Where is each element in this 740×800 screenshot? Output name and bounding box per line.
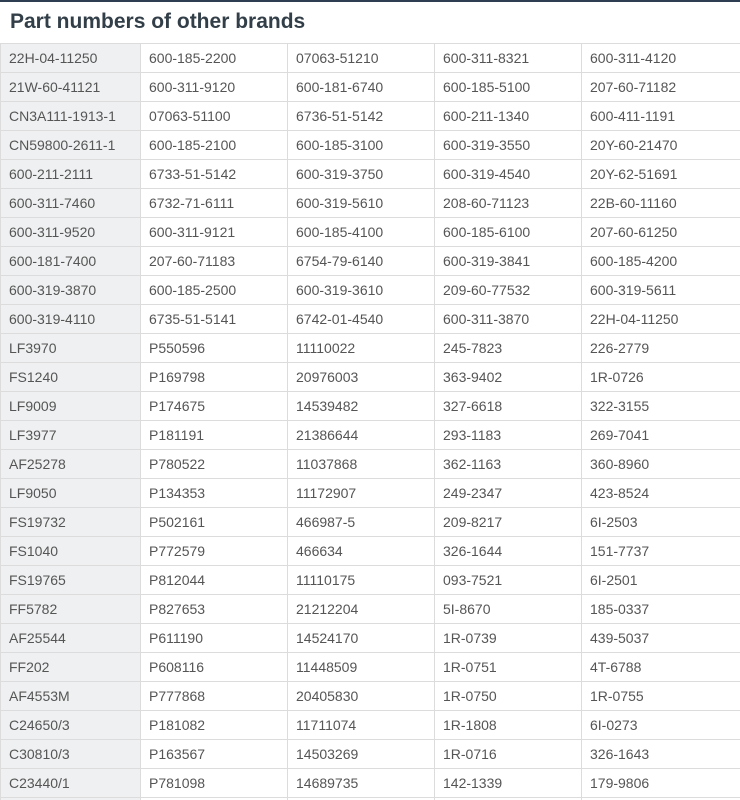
part-number-cell: 6I-2501 — [582, 566, 740, 595]
part-number-cell: 360-8960 — [582, 450, 740, 479]
part-number-cell: 11110175 — [288, 566, 435, 595]
part-number-cell: P608116 — [141, 653, 288, 682]
part-number-cell: LF9050 — [1, 479, 141, 508]
page-title: Part numbers of other brands — [10, 10, 306, 33]
part-number-cell: 1R-1808 — [435, 711, 582, 740]
part-number-cell: 07063-51100 — [141, 102, 288, 131]
part-number-cell: 1R-0726 — [582, 363, 740, 392]
table-row — [1, 740, 740, 769]
table-row — [1, 247, 740, 276]
table-row — [1, 421, 740, 450]
part-number-cell: 1R-0755 — [582, 682, 740, 711]
part-number-cell: C23440/1 — [1, 769, 141, 798]
part-number-cell: 466987-5 — [288, 508, 435, 537]
part-number-cell: 1R-0750 — [435, 682, 582, 711]
part-number-cell: 11037868 — [288, 450, 435, 479]
part-number-cell: 6736-51-5142 — [288, 102, 435, 131]
part-number-cell: 22H-04-11250 — [582, 305, 740, 334]
part-number-cell: 20Y-62-51691 — [582, 160, 740, 189]
part-number-cell: 185-0337 — [582, 595, 740, 624]
table-row — [1, 479, 740, 508]
part-number-cell: LF9009 — [1, 392, 141, 421]
part-number-cell: AF4553M — [1, 682, 141, 711]
part-number-cell: 11110022 — [288, 334, 435, 363]
part-number-cell: 226-2779 — [582, 334, 740, 363]
table-row — [1, 73, 740, 102]
part-number-cell: 600-319-4540 — [435, 160, 582, 189]
part-number-cell: 327-6618 — [435, 392, 582, 421]
part-number-cell: P134353 — [141, 479, 288, 508]
part-number-cell: P611190 — [141, 624, 288, 653]
table-row — [1, 363, 740, 392]
part-number-cell: AF25544 — [1, 624, 141, 653]
part-number-cell: 600-181-7400 — [1, 247, 141, 276]
part-number-cell: 6732-71-6111 — [141, 189, 288, 218]
part-number-cell: 293-1183 — [435, 421, 582, 450]
part-number-cell: 249-2347 — [435, 479, 582, 508]
table-row — [1, 392, 740, 421]
part-number-cell: 600-211-1340 — [435, 102, 582, 131]
table-row — [1, 305, 740, 334]
part-number-cell: 22H-04-11250 — [1, 44, 141, 73]
table-row — [1, 334, 740, 363]
part-number-cell: 466634 — [288, 537, 435, 566]
part-number-cell: P550596 — [141, 334, 288, 363]
part-number-cell: LF3977 — [1, 421, 141, 450]
part-number-cell: 600-319-5610 — [288, 189, 435, 218]
part-number-cell: 600-411-1191 — [582, 102, 740, 131]
part-number-cell: 11711074 — [288, 711, 435, 740]
part-number-cell: P780522 — [141, 450, 288, 479]
part-number-cell: 600-211-2111 — [1, 160, 141, 189]
table-row — [1, 653, 740, 682]
table-row — [1, 44, 740, 73]
part-number-cell: P812044 — [141, 566, 288, 595]
part-number-cell: 600-185-3100 — [288, 131, 435, 160]
part-number-cell: 22B-60-11160 — [582, 189, 740, 218]
part-number-cell: 326-1644 — [435, 537, 582, 566]
part-number-cell: 14524170 — [288, 624, 435, 653]
table-row — [1, 711, 740, 740]
table-row — [1, 102, 740, 131]
part-number-cell: 600-311-9120 — [141, 73, 288, 102]
table-row — [1, 682, 740, 711]
part-number-cell: 20405830 — [288, 682, 435, 711]
part-number-cell: FS19765 — [1, 566, 141, 595]
part-number-cell: 1R-0751 — [435, 653, 582, 682]
table-row — [1, 595, 740, 624]
part-number-cell: 6742-01-4540 — [288, 305, 435, 334]
part-number-cell: 6735-51-5141 — [141, 305, 288, 334]
part-number-cell: 142-1339 — [435, 769, 582, 798]
table-row — [1, 450, 740, 479]
table-row — [1, 537, 740, 566]
part-number-cell: 363-9402 — [435, 363, 582, 392]
part-number-cell: 11172907 — [288, 479, 435, 508]
part-number-cell: 209-8217 — [435, 508, 582, 537]
part-number-cell: LF3970 — [1, 334, 141, 363]
part-number-cell: 4T-6788 — [582, 653, 740, 682]
part-number-cell: 21386644 — [288, 421, 435, 450]
part-number-cell: CN3A111-1913-1 — [1, 102, 141, 131]
table-row — [1, 131, 740, 160]
part-number-cell: FF5782 — [1, 595, 141, 624]
table-row — [1, 189, 740, 218]
part-number-cell: 362-1163 — [435, 450, 582, 479]
part-number-cell: 423-8524 — [582, 479, 740, 508]
table-row — [1, 276, 740, 305]
part-number-cell: 6I-0273 — [582, 711, 740, 740]
part-number-cell: FS1240 — [1, 363, 141, 392]
part-number-cell: P827653 — [141, 595, 288, 624]
part-number-cell: 600-311-9520 — [1, 218, 141, 247]
part-number-cell: 20976003 — [288, 363, 435, 392]
part-number-cell: 21W-60-41121 — [1, 73, 141, 102]
part-numbers-table — [0, 43, 740, 800]
part-number-cell: 600-181-6740 — [288, 73, 435, 102]
part-number-cell: 600-185-2100 — [141, 131, 288, 160]
part-number-cell: 600-311-7460 — [1, 189, 141, 218]
part-number-cell: 209-60-77532 — [435, 276, 582, 305]
part-number-cell: 151-7737 — [582, 537, 740, 566]
part-number-cell: 1R-0716 — [435, 740, 582, 769]
part-number-cell: 245-7823 — [435, 334, 582, 363]
part-number-cell: 07063-51210 — [288, 44, 435, 73]
part-numbers-table-body — [1, 44, 740, 800]
part-number-cell: 600-185-2200 — [141, 44, 288, 73]
part-number-cell: 600-319-3870 — [1, 276, 141, 305]
part-number-cell: 14689735 — [288, 769, 435, 798]
part-number-cell: 600-311-4120 — [582, 44, 740, 73]
part-number-cell: 600-319-3550 — [435, 131, 582, 160]
part-number-cell: 600-185-6100 — [435, 218, 582, 247]
part-number-cell: P772579 — [141, 537, 288, 566]
part-number-cell: 1R-0739 — [435, 624, 582, 653]
part-number-cell: 207-60-71183 — [141, 247, 288, 276]
part-number-cell: 20Y-60-21470 — [582, 131, 740, 160]
part-number-cell: 5I-8670 — [435, 595, 582, 624]
part-number-cell: 6754-79-6140 — [288, 247, 435, 276]
part-number-cell: 600-185-5100 — [435, 73, 582, 102]
part-number-cell: C24650/3 — [1, 711, 141, 740]
part-number-cell: 600-319-5611 — [582, 276, 740, 305]
part-number-cell: 21212204 — [288, 595, 435, 624]
part-number-cell: 600-319-4110 — [1, 305, 141, 334]
part-number-cell: CN59800-2611-1 — [1, 131, 141, 160]
part-number-cell: 6I-2503 — [582, 508, 740, 537]
part-number-cell: 439-5037 — [582, 624, 740, 653]
part-number-cell: P777868 — [141, 682, 288, 711]
table-row — [1, 508, 740, 537]
part-number-cell: FS19732 — [1, 508, 141, 537]
part-number-cell: 600-185-2500 — [141, 276, 288, 305]
part-number-cell: 600-311-9121 — [141, 218, 288, 247]
part-number-cell: 179-9806 — [582, 769, 740, 798]
table-row — [1, 769, 740, 798]
part-number-cell: 600-185-4100 — [288, 218, 435, 247]
part-number-cell: P181191 — [141, 421, 288, 450]
part-number-cell: 322-3155 — [582, 392, 740, 421]
part-number-cell: 11448509 — [288, 653, 435, 682]
part-number-cell: 600-311-3870 — [435, 305, 582, 334]
part-number-cell: 6733-51-5142 — [141, 160, 288, 189]
part-number-cell: 600-319-3841 — [435, 247, 582, 276]
part-number-cell: P174675 — [141, 392, 288, 421]
part-number-cell: 208-60-71123 — [435, 189, 582, 218]
part-number-cell: 600-185-4200 — [582, 247, 740, 276]
part-number-cell: 600-319-3750 — [288, 160, 435, 189]
part-number-cell: FS1040 — [1, 537, 141, 566]
part-number-cell: 207-60-61250 — [582, 218, 740, 247]
part-number-cell: 600-311-8321 — [435, 44, 582, 73]
table-row — [1, 160, 740, 189]
part-number-cell: 326-1643 — [582, 740, 740, 769]
part-number-cell: AF25278 — [1, 450, 141, 479]
part-number-cell: P781098 — [141, 769, 288, 798]
part-number-cell: P163567 — [141, 740, 288, 769]
part-number-cell: 14503269 — [288, 740, 435, 769]
part-number-cell: 600-319-3610 — [288, 276, 435, 305]
part-number-cell: P169798 — [141, 363, 288, 392]
part-number-cell: 14539482 — [288, 392, 435, 421]
table-row — [1, 218, 740, 247]
part-number-cell: FF202 — [1, 653, 141, 682]
part-number-cell: C30810/3 — [1, 740, 141, 769]
part-number-cell: 269-7041 — [582, 421, 740, 450]
table-row — [1, 624, 740, 653]
table-row — [1, 566, 740, 595]
part-number-cell: 207-60-71182 — [582, 73, 740, 102]
part-number-cell: P181082 — [141, 711, 288, 740]
part-number-cell: P502161 — [141, 508, 288, 537]
part-number-cell: 093-7521 — [435, 566, 582, 595]
